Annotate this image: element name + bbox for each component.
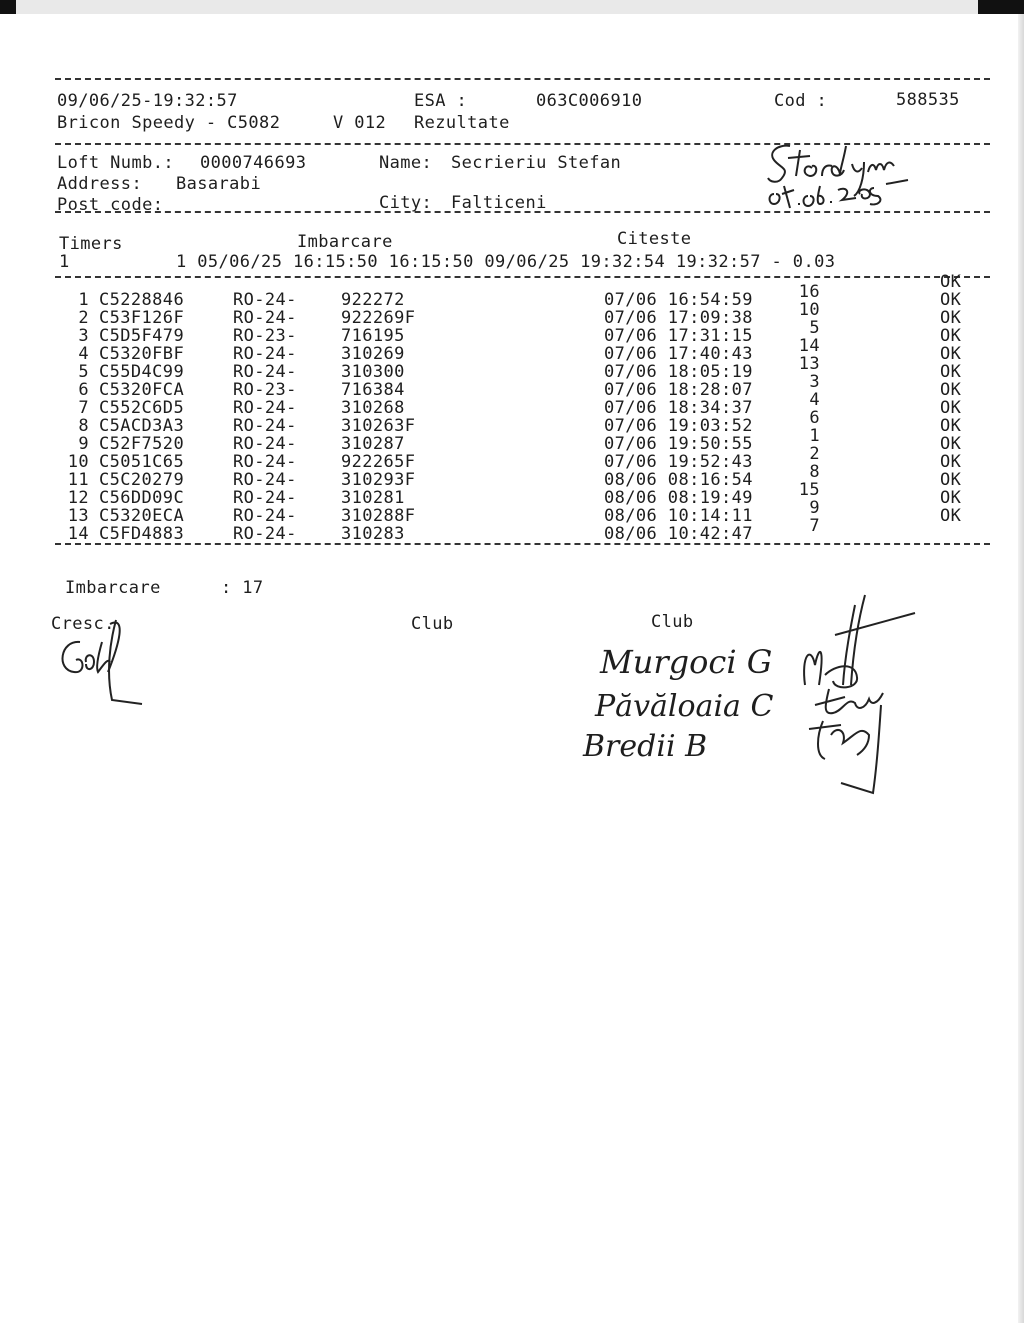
cod-label: Cod : (774, 91, 828, 111)
report-mode: Rezultate (414, 113, 510, 133)
timers-column-label: Timers (59, 234, 123, 254)
system-name: Bricon Speedy - C5082 (57, 113, 281, 133)
club-member-2: Păvăloaia C (595, 689, 774, 724)
divider (55, 211, 990, 213)
table-row: 8 C5ACD3A3 RO-24- 310263F 07/06 19:03:52 6 OK (78, 398, 962, 436)
table-row: 9 C52F7520 RO-24- 310287 07/06 19:50:55 1 OK (78, 416, 962, 454)
table-row: 10 C5051C65 RO-24- 922265F 07/06 19:52:43 2 OK (67, 434, 962, 472)
loft-label: Loft Numb.: (57, 153, 174, 173)
club-signatures (785, 585, 920, 805)
table-row: 5 C55D4C99 RO-24- 310300 07/06 18:05:19 13 OK (78, 344, 962, 382)
cresc-label: Cresc. (51, 614, 115, 634)
address-label: Address: (57, 174, 143, 194)
timer-line: 1 1 05/06/25 16:15:50 16:15:50 09/06/25 19:32:54 19:32:57 - 0.03 (59, 252, 836, 272)
esa-label: ESA : (414, 91, 468, 111)
owner-name: Secrieriu Stefan (451, 153, 622, 173)
system-version: V 012 (333, 113, 387, 133)
club-label-1: Club (411, 614, 454, 634)
report-datetime: 09/06/25-19:32:57 (57, 91, 238, 111)
city-label: City: (379, 193, 433, 213)
loft-number: 0000746693 (200, 153, 307, 173)
postcode-label: Post code: (57, 195, 164, 215)
address-value: Basarabi (176, 174, 262, 194)
breeder-signature (50, 612, 150, 712)
table-row: 12 C56DD09C RO-24- 310281 08/06 08:19:49 15 OK (67, 470, 962, 508)
table-row: 2 C53F126F RO-24- 922269F 07/06 17:09:38 10 OK (78, 290, 962, 328)
divider (55, 78, 990, 80)
handwritten-signature-top (760, 138, 930, 216)
table-row: 14 C5FD4883 RO-24- 310283 08/06 10:42:47 7 OK (67, 506, 962, 544)
divider (55, 543, 990, 545)
club-label-2: Club (651, 612, 694, 632)
imbarcare-total-value: : 17 (221, 578, 264, 598)
divider (55, 276, 990, 278)
imbarcare-column-label: Imbarcare (297, 232, 393, 252)
table-row: 1 C5228846 RO-24- 922272 07/06 16:54:59 16 OK (78, 272, 962, 310)
table-row: 13 C5320ECA RO-24- 310288F 08/06 10:14:11 9 OK (67, 488, 962, 526)
table-row: 7 C552C6D5 RO-24- 310268 07/06 18:34:37 4 OK (78, 380, 962, 418)
table-row: 3 C5D5F479 RO-23- 716195 07/06 17:31:15 5 OK (78, 308, 962, 346)
imbarcare-total-label: Imbarcare (65, 578, 161, 598)
name-label: Name: (379, 153, 433, 173)
table-row: 6 C5320FCA RO-23- 716384 07/06 18:28:07 3 OK (78, 362, 962, 400)
club-member-1: Murgoci G (600, 643, 773, 681)
club-member-3: Bredii B (583, 729, 708, 764)
table-row: 11 C5C20279 RO-24- 310293F 08/06 08:16:54 8 OK (67, 452, 962, 490)
cod-value: 588535 (896, 90, 960, 110)
citeste-column-label: Citeste (617, 229, 692, 249)
table-row: 4 C5320FBF RO-24- 310269 07/06 17:40:43 14 OK (78, 326, 962, 364)
esa-value: 063C006910 (536, 91, 643, 111)
city-value: Falticeni (451, 193, 547, 213)
